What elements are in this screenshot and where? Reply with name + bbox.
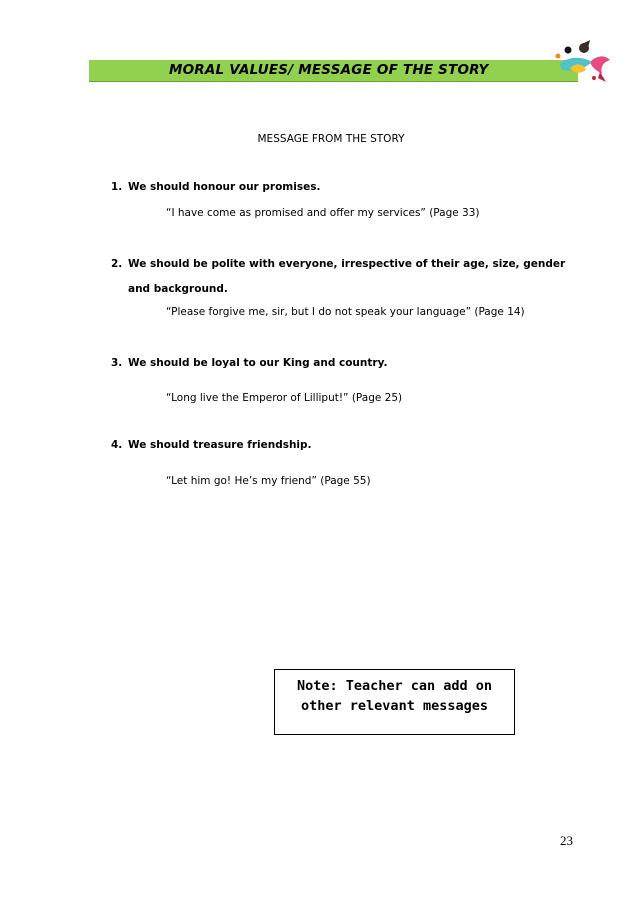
message-text-continuation: and background. xyxy=(128,283,228,295)
teacher-note-box xyxy=(274,669,515,735)
title-banner xyxy=(89,60,578,82)
message-item-3 xyxy=(111,357,387,369)
message-item-4 xyxy=(111,439,312,451)
decorative-bird-icon xyxy=(546,38,612,88)
message-quote-4: “Let him go! He’s my friend” (Page 55) xyxy=(166,475,371,487)
message-item-2 xyxy=(111,258,565,270)
note-line-2: other relevant messages xyxy=(301,698,488,714)
message-text: We should treasure friendship. xyxy=(128,439,312,451)
note-line-1: Note: Teacher can add on xyxy=(296,678,493,694)
message-text: We should be loyal to our King and country. xyxy=(128,357,388,369)
message-number: 3. xyxy=(111,357,123,369)
message-quote-2: “Please forgive me, sir, but I do not speak your language” (Page 14) xyxy=(166,306,525,318)
section-subtitle: MESSAGE FROM THE STORY xyxy=(257,133,405,145)
message-item-1 xyxy=(111,181,320,193)
message-text: We should honour our promises. xyxy=(128,181,321,193)
message-number: 1. xyxy=(111,181,123,193)
page-number: 23 xyxy=(560,833,573,848)
page-title: MORAL VALUES/ MESSAGE OF THE STORY xyxy=(169,62,489,78)
message-quote-1: “I have come as promised and offer my services” (Page 33) xyxy=(166,207,480,219)
message-quote-3: “Long live the Emperor of Lilliput!” (Page 25) xyxy=(166,392,403,404)
message-number: 4. xyxy=(111,439,123,451)
message-number: 2. xyxy=(111,258,123,270)
message-text: We should be polite with everyone, irrespective of their age, size, gender xyxy=(128,258,566,270)
